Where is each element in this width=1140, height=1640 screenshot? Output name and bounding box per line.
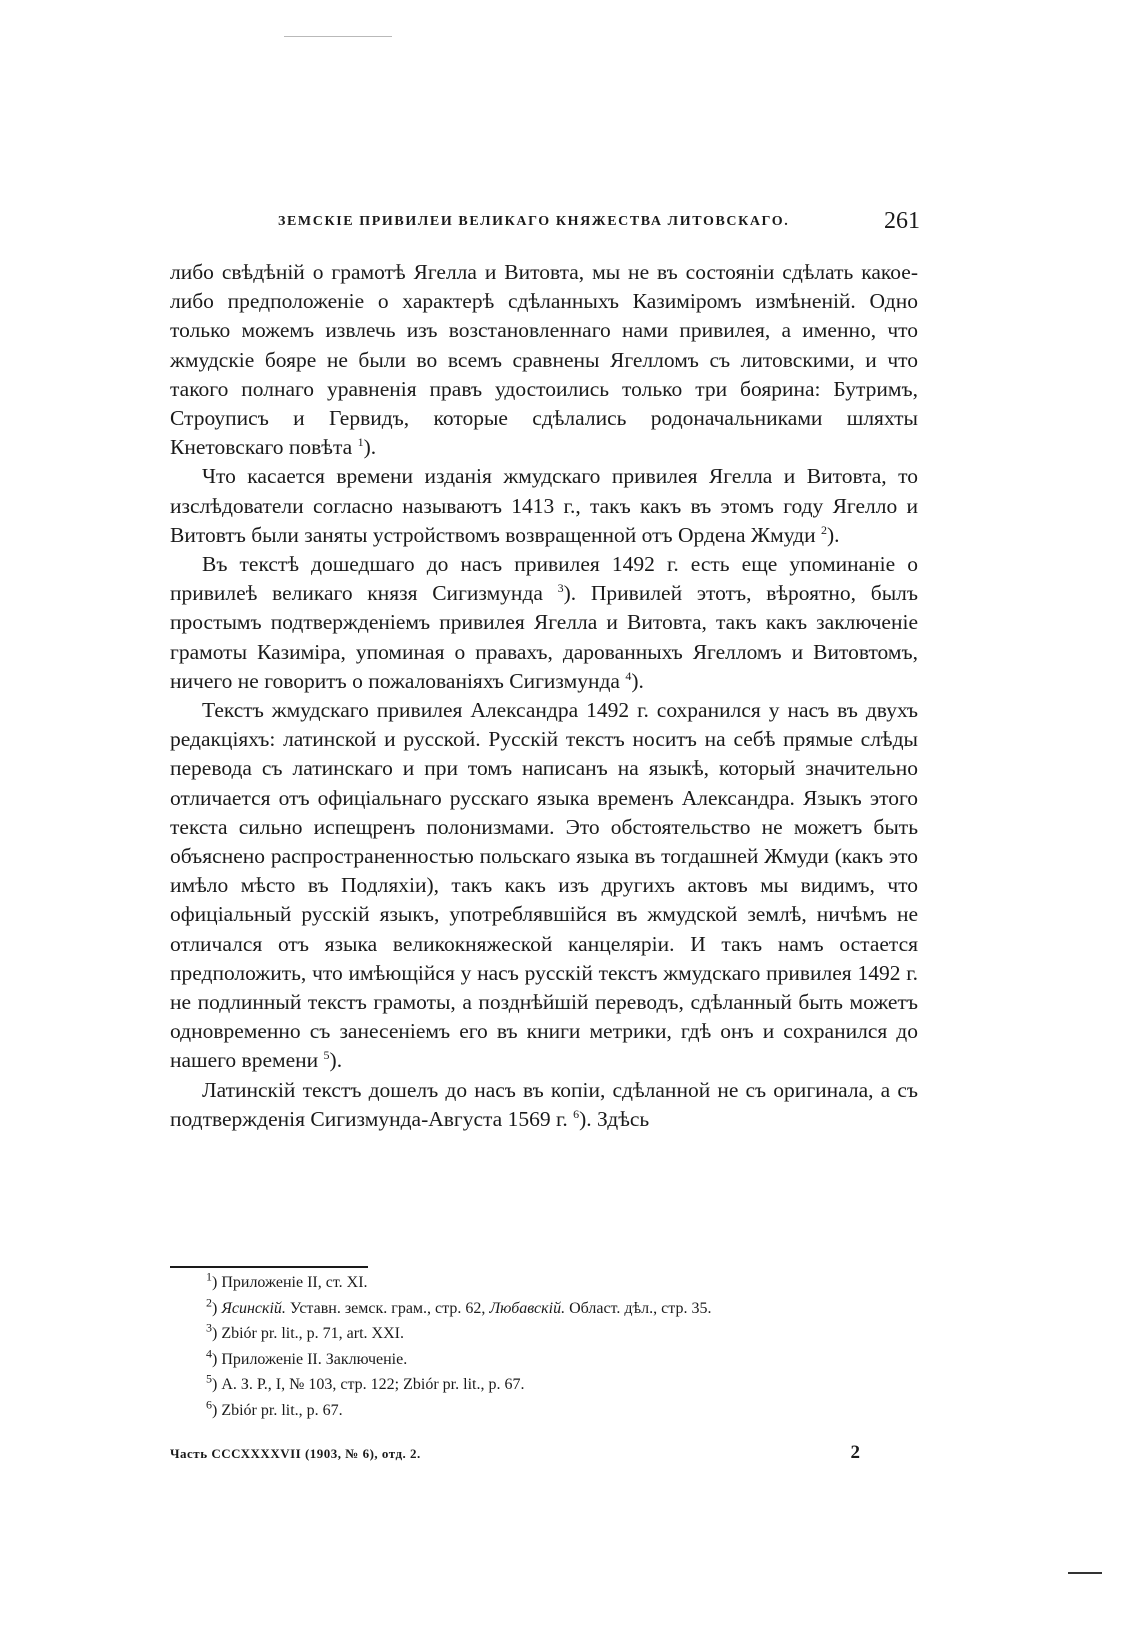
footnote: $^4$) Приложеніе II. Заключеніе. — [206, 1346, 408, 1368]
footnote-text: Zbiór pr. lit., p. 67. — [221, 1401, 343, 1419]
footnote-ref: 2 — [820, 522, 827, 537]
paragraph-text: ). Привилей этотъ, вѣроятно, былъ простымъ подтвержденіемъ привилея Ягелла и Витовта, такъ какъ заключеніе грамоты Казиміра, упоминая о правахъ, дарованныхъ Ягелломъ и Витовтомъ, ничего не говоритъ о пожалованіяхъ Сигизмунда — [170, 581, 918, 693]
paragraph-text: либо свѣдѣній о грамотѣ Ягелла и Витовта, мы не въ состояніи сдѣлать какое-либо предположеніе о характерѣ сдѣланныхъ Казиміромъ измѣненій. Одно только можемъ извлечь изъ возстановленнаго нами привилея, а именно, что жмудскіе бояре не были во всемъ сравнены Ягелломъ съ литовскими, и что такого полнаго уравненія правъ удостоились только три боярина: Бутримъ, Строуписъ и Гервидъ, которые сдѣлались родоначальниками шляхты Кнетовскаго повѣта — [170, 260, 918, 460]
footnote-mark: 2 — [206, 1295, 212, 1310]
footnote-ref: 5 — [323, 1048, 330, 1063]
footnote-text: Любавскій. — [489, 1299, 566, 1317]
footnote: $^3$) Zbiór pr. lit., p. 71, art. XXI. — [206, 1320, 404, 1342]
paragraph — [170, 258, 918, 462]
printer-signature — [170, 1442, 860, 1466]
footnote-text: Zbiór pr. lit., p. 71, art. XXI. — [221, 1325, 404, 1342]
footnote-ref: 1 — [357, 435, 364, 450]
paragraph-text: ). — [631, 668, 644, 693]
footnote-text: Приложеніе II. Заключеніе. — [221, 1350, 408, 1368]
paragraph — [170, 550, 918, 696]
top-scan-dash — [284, 36, 392, 37]
footnote: $^1$) Приложеніе II, ст. XI. — [206, 1269, 368, 1291]
footnote-text: Приложеніе II, ст. XI. — [221, 1274, 368, 1291]
footnote-ref: 4 — [625, 668, 632, 683]
footnote-ref: 6 — [573, 1106, 580, 1121]
footnotes — [170, 1270, 910, 1423]
running-title: ЗЕМСКІЕ ПРИВИЛЕИ ВЕЛИКАГО КНЯЖЕСТВА ЛИТОВСКАГО. — [278, 214, 790, 229]
paragraph-text: Латинскій текстъ дошелъ до насъ въ копіи, сдѣланной не съ оригинала, а съ подтвержденія Сигизмунда-Августа 1569 г. — [170, 1077, 918, 1131]
body-text — [170, 258, 918, 1134]
footnote-text: Област. дѣл., стр. 35. — [565, 1299, 712, 1317]
footnote-text: Уставн. земск. грам., стр. 62, — [285, 1299, 490, 1317]
paragraph — [170, 1076, 918, 1134]
footnote-mark: 6 — [206, 1397, 212, 1412]
sheet-number: 2 — [850, 1442, 860, 1463]
paragraph — [170, 462, 918, 550]
footnote-text: Ясинскій. — [221, 1299, 286, 1317]
footnote: $^2$) Ясинскій. Уставн. земск. грам., стр. 62, Любавскій. Област. дѣл., стр. 35. — [206, 1295, 712, 1317]
running-header — [160, 208, 920, 242]
volume-line: Часть СССХХХХVII (1903, № 6), отд. 2. — [170, 1446, 421, 1461]
paragraph — [170, 696, 918, 1076]
paragraph-text: ). — [363, 435, 377, 460]
footnote-mark: 4 — [206, 1346, 212, 1361]
paragraph-text: ). — [329, 1048, 343, 1073]
footnote-ref: 3 — [557, 581, 564, 596]
paragraph-text: Что касается времени изданія жмудскаго привилея Ягелла и Витовта, то изслѣдователи согласно называютъ 1413 г., такъ какъ въ этомъ году Ягелло и Витовтъ были заняты устройствомъ возвращенной отъ Ордена Жмуди — [170, 464, 918, 547]
paragraph-text: Текстъ жмудскаго привилея Александра 1492 г. сохранился у насъ въ двухъ редакціяхъ: латинской и русской. Русскій текстъ носитъ на себѣ прямые слѣды перевода съ латинскаго и при томъ написанъ на языкѣ, который значительно отличается отъ офиціальнаго русскаго языка временъ Александра. Языкъ этого текста сильно испещренъ полонизмами. Это обстоятельство не можетъ быть объяснено распространенностью польскаго языка въ тогдашней Жмуди (какъ это имѣло мѣсто въ Подляхіи), такъ какъ изъ другихъ актовъ мы видимъ, что офиціальный русскій языкъ, употреблявшійся въ жмудской землѣ, ничѣмъ не отличался отъ языка великокняжеской канцеляріи. И такъ намъ остается предположить, что имѣющійся у насъ русскій текстъ жмудскаго привилея 1492 г. не подлинный текстъ грамоты, а позднѣйшій переводъ, сдѣланный быть можетъ одновременно съ занесеніемъ его въ книги метрики, гдѣ онъ и сохранился до нашего времени — [170, 698, 918, 1073]
footnote-rule — [170, 1266, 368, 1268]
margin-mark — [1068, 1572, 1102, 1574]
footnote: $^5$) А. З. Р., I, № 103, стр. 122; Zbiór pr. lit., p. 67. — [206, 1371, 525, 1393]
footnote-mark: 5 — [206, 1371, 212, 1386]
paragraph-text: Въ текстѣ дошедшаго до насъ привилея 1492 г. есть еще упоминаніе о привилеѣ великаго князя Сигизмунда — [170, 552, 918, 606]
paragraph-text: ). Здѣсь — [579, 1106, 650, 1131]
paragraph-text: ). — [826, 522, 840, 547]
footnote-mark: 3 — [206, 1320, 212, 1335]
page-number: 261 — [884, 208, 920, 234]
footnote-mark: 1 — [206, 1269, 212, 1284]
footnote: $^6$) Zbiór pr. lit., p. 67. — [206, 1397, 343, 1419]
footnote-text: А. З. Р., I, № 103, стр. 122; Zbiór pr. lit., p. 67. — [221, 1376, 525, 1393]
